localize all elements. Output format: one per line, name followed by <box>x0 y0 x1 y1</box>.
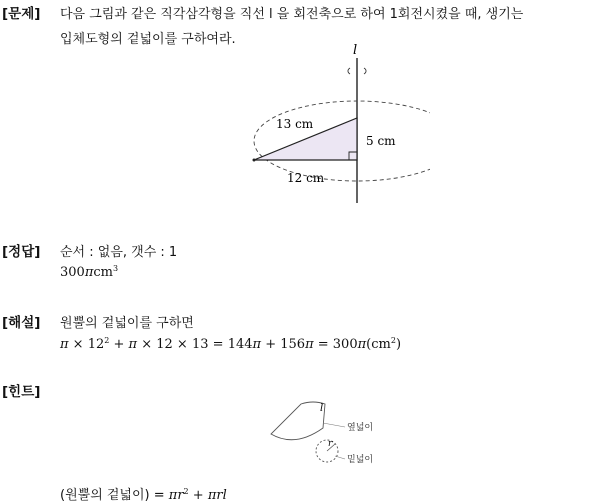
rotation-arrow-left-icon <box>348 68 350 74</box>
base-pointer-line <box>335 456 345 459</box>
base-area-label: 밑넓이 <box>347 455 374 465</box>
hint-formula: (원뿔의 겉넓이) = $\pi r^2 + \pi rl$ <box>60 487 227 503</box>
cone-net-diagram <box>265 398 395 473</box>
rotation-arrow-right-icon <box>364 68 366 74</box>
height-label: 5 cm <box>366 134 396 148</box>
axis-label: l <box>353 43 358 58</box>
answer-order-count: 순서 : 없음, 갯수 : 1 <box>60 245 178 260</box>
cone-sector-shape <box>271 402 325 440</box>
hint-label: [힌트] <box>2 384 41 400</box>
triangle-figure <box>240 40 430 210</box>
side-pointer-line <box>323 423 345 427</box>
problem-text-line2: 입체도형의 겉넓이를 구하여라. <box>60 32 236 47</box>
answer-label: [정답] <box>2 244 41 260</box>
explanation-equation: $\pi \times 12^2 + \pi \times 12 \times 13 = 144\pi + 156\pi = 300\pi(cm^2)$ <box>60 336 402 352</box>
explanation-label: [해설] <box>2 315 41 331</box>
problem-label: [문제] <box>2 6 41 22</box>
answer-value: 300πcm$^3$ <box>60 264 119 280</box>
triangle-vertex-dot <box>253 159 256 162</box>
side-area-label: 옆넓이 <box>347 423 374 433</box>
base-label: 12 cm <box>287 171 325 185</box>
hypotenuse-label: 13 cm <box>276 117 314 131</box>
radius-label: r <box>328 439 333 449</box>
explanation-text: 원뿔의 겉넓이를 구하면 <box>60 316 194 331</box>
problem-text-line1: 다음 그림과 같은 직각삼각형을 직선 l 을 회전축으로 하여 1회전시켰을 때, 생기는 <box>60 7 524 22</box>
slant-label: l <box>320 403 324 414</box>
